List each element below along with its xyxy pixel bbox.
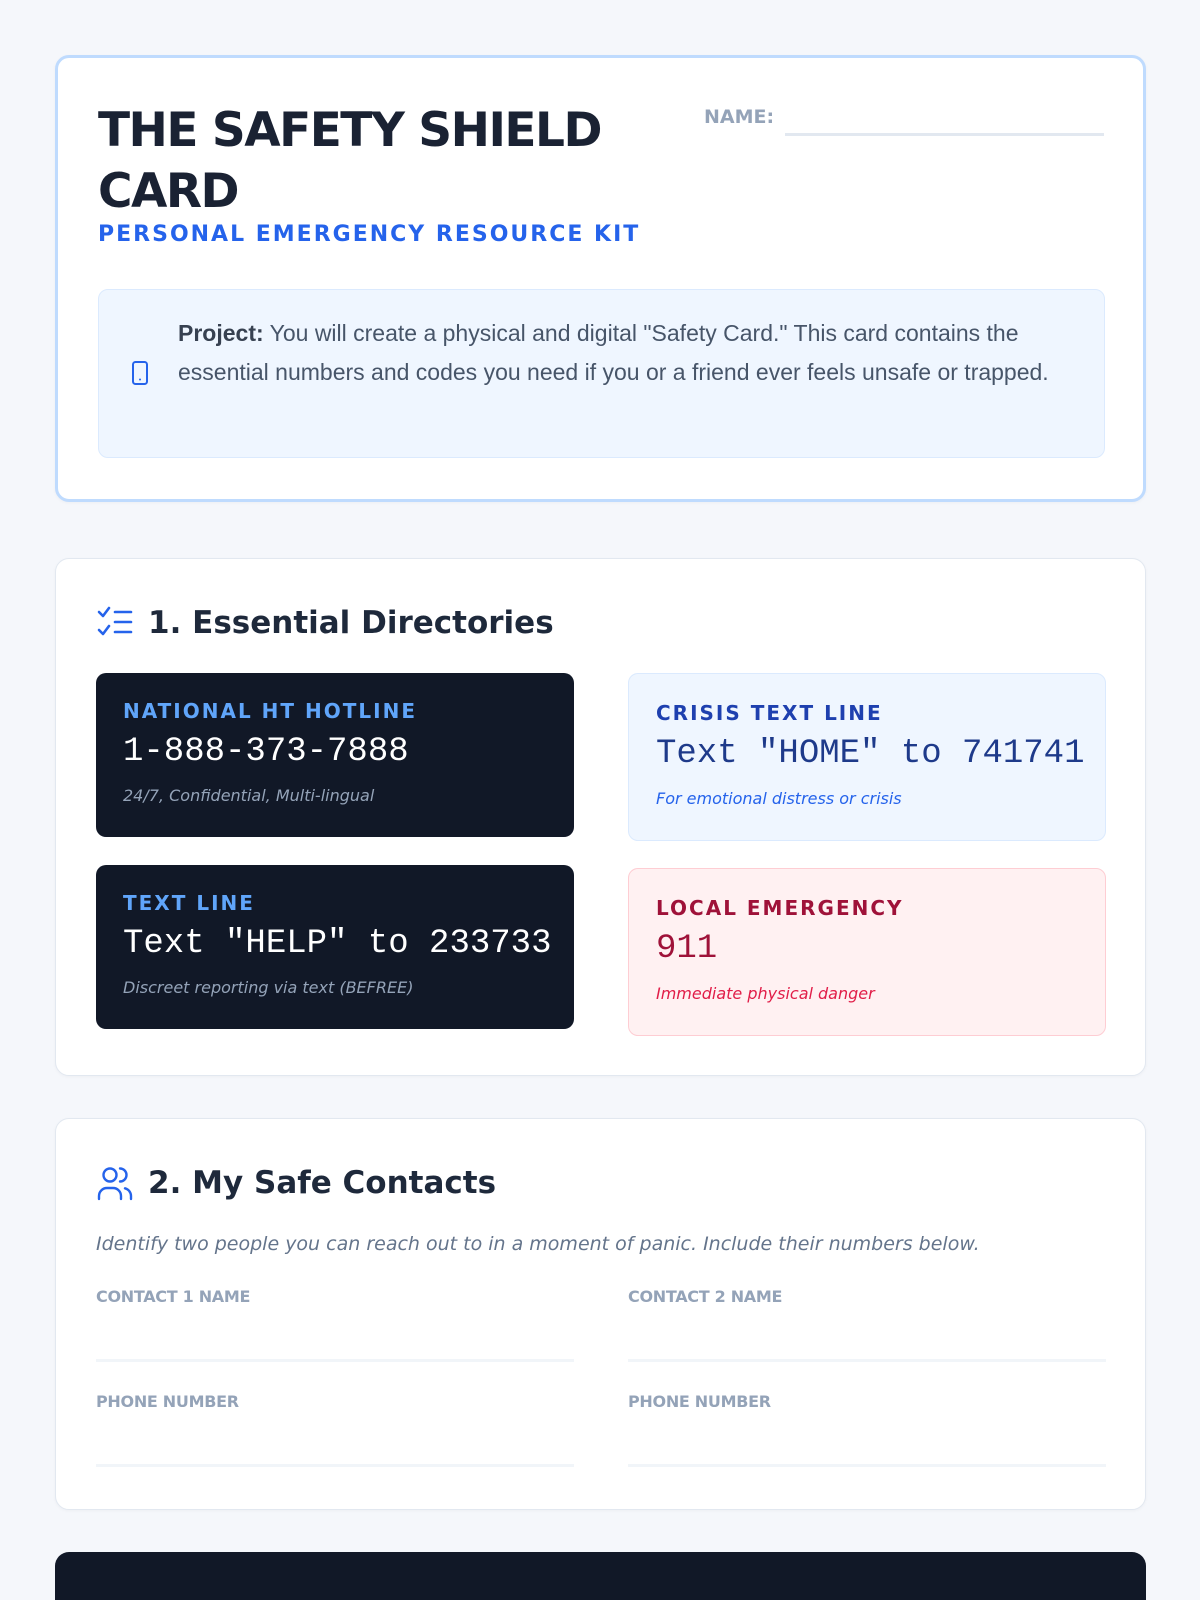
field-input-line[interactable]	[96, 1359, 574, 1362]
card-value[interactable]: 1-888-373-7888	[123, 733, 409, 771]
card-note: 24/7, Confidential, Multi-lingual	[123, 786, 375, 805]
section-header	[96, 603, 554, 643]
card-note: For emotional distress or crisis	[656, 789, 902, 808]
list-checks-icon	[96, 604, 134, 642]
card-value[interactable]: Text "HELP" to 233733	[123, 925, 552, 963]
next-section-banner	[55, 1552, 1146, 1600]
name-field[interactable]	[785, 133, 1104, 136]
field-input-line[interactable]	[628, 1359, 1106, 1362]
project-label: Project:	[178, 320, 264, 346]
field-label: PHONE NUMBER	[96, 1392, 239, 1411]
field-label: CONTACT 1 NAME	[96, 1287, 251, 1306]
card-label: CRISIS TEXT LINE	[656, 701, 883, 725]
card-value[interactable]: Text "HOME" to 741741	[656, 735, 1085, 773]
name-label: NAME:	[704, 106, 775, 128]
project-text: You will create a physical and digital "Safety Card." This card contains the essential numbers and codes you need if you or a friend ever feels unsafe or trapped.	[178, 320, 1049, 385]
page-subtitle: PERSONAL EMERGENCY RESOURCE KIT	[98, 222, 641, 247]
card-label: NATIONAL HT HOTLINE	[123, 699, 417, 723]
header-card	[55, 55, 1146, 502]
contact-2-name-field[interactable]	[628, 1287, 1106, 1306]
contacts-instruction: Identify two people you can reach out to in a moment of panic. Include their numbers below.	[96, 1233, 980, 1255]
local-emergency-card	[628, 868, 1106, 1036]
field-input-line[interactable]	[96, 1464, 574, 1467]
card-label: TEXT LINE	[123, 891, 255, 915]
field-label: PHONE NUMBER	[628, 1392, 771, 1411]
field-input-line[interactable]	[628, 1464, 1106, 1467]
section-title: 1. Essential Directories	[148, 605, 554, 641]
contact-2-phone-field[interactable]	[628, 1392, 1106, 1411]
card-note: Immediate physical danger	[656, 984, 875, 1003]
safe-contacts-section	[55, 1118, 1146, 1510]
essential-directories-section	[55, 558, 1146, 1076]
card-value[interactable]: 911	[656, 930, 718, 968]
project-description	[178, 314, 1078, 392]
users-icon	[96, 1164, 134, 1202]
project-callout	[98, 289, 1105, 458]
section-header	[96, 1163, 496, 1203]
text-line-card	[96, 865, 574, 1029]
contact-1-name-field[interactable]	[96, 1287, 574, 1306]
card-note: Discreet reporting via text (BEFREE)	[123, 978, 414, 997]
field-label: CONTACT 2 NAME	[628, 1287, 783, 1306]
page-title: THE SAFETY SHIELD CARD	[98, 103, 601, 219]
section-title: 2. My Safe Contacts	[148, 1165, 497, 1201]
smartphone-icon	[130, 360, 150, 386]
crisis-text-line-card	[628, 673, 1106, 841]
card-label: LOCAL EMERGENCY	[656, 896, 904, 920]
contact-1-phone-field[interactable]	[96, 1392, 574, 1411]
national-hotline-card	[96, 673, 574, 837]
